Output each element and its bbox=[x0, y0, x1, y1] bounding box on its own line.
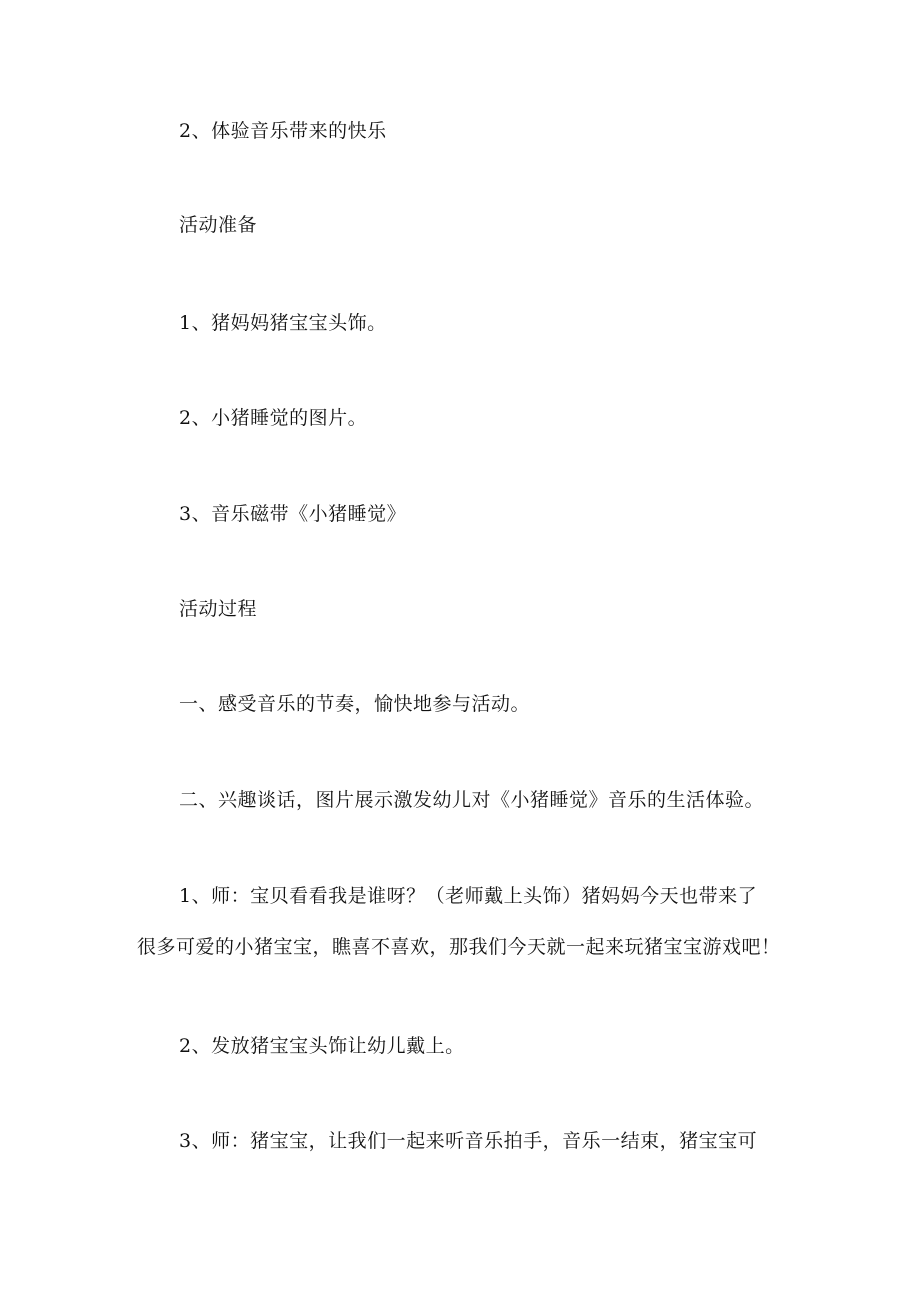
process-substep-3: 3、师：猪宝宝，让我们一起来听音乐拍手，音乐一结束，猪宝宝可 bbox=[179, 1130, 758, 1152]
process-substep-1-cont: 很多可爱的小猪宝宝，瞧喜不喜欢，那我们今天就一起来玩猪宝宝游戏吧！ bbox=[137, 936, 781, 958]
preparation-item-1: 1、猪妈妈猪宝宝头饰。 bbox=[179, 312, 387, 334]
process-step-1: 一、感受音乐的节奏，愉快地参与活动。 bbox=[179, 693, 531, 715]
process-step-2: 二、兴趣谈话，图片展示激发幼儿对《小猪睡觉》音乐的生活体验。 bbox=[179, 789, 765, 811]
section-heading-preparation: 活动准备 bbox=[179, 214, 258, 236]
goal-item-2: 2、体验音乐带来的快乐 bbox=[179, 120, 387, 142]
process-substep-1: 1、师：宝贝看看我是谁呀？（老师戴上头饰）猪妈妈今天也带来了 bbox=[179, 885, 758, 907]
preparation-item-2: 2、小猪睡觉的图片。 bbox=[179, 407, 368, 429]
process-substep-2: 2、发放猪宝宝头饰让幼儿戴上。 bbox=[179, 1035, 465, 1057]
section-heading-process: 活动过程 bbox=[179, 598, 258, 620]
preparation-item-3: 3、音乐磁带《小猪睡觉》 bbox=[179, 503, 407, 525]
